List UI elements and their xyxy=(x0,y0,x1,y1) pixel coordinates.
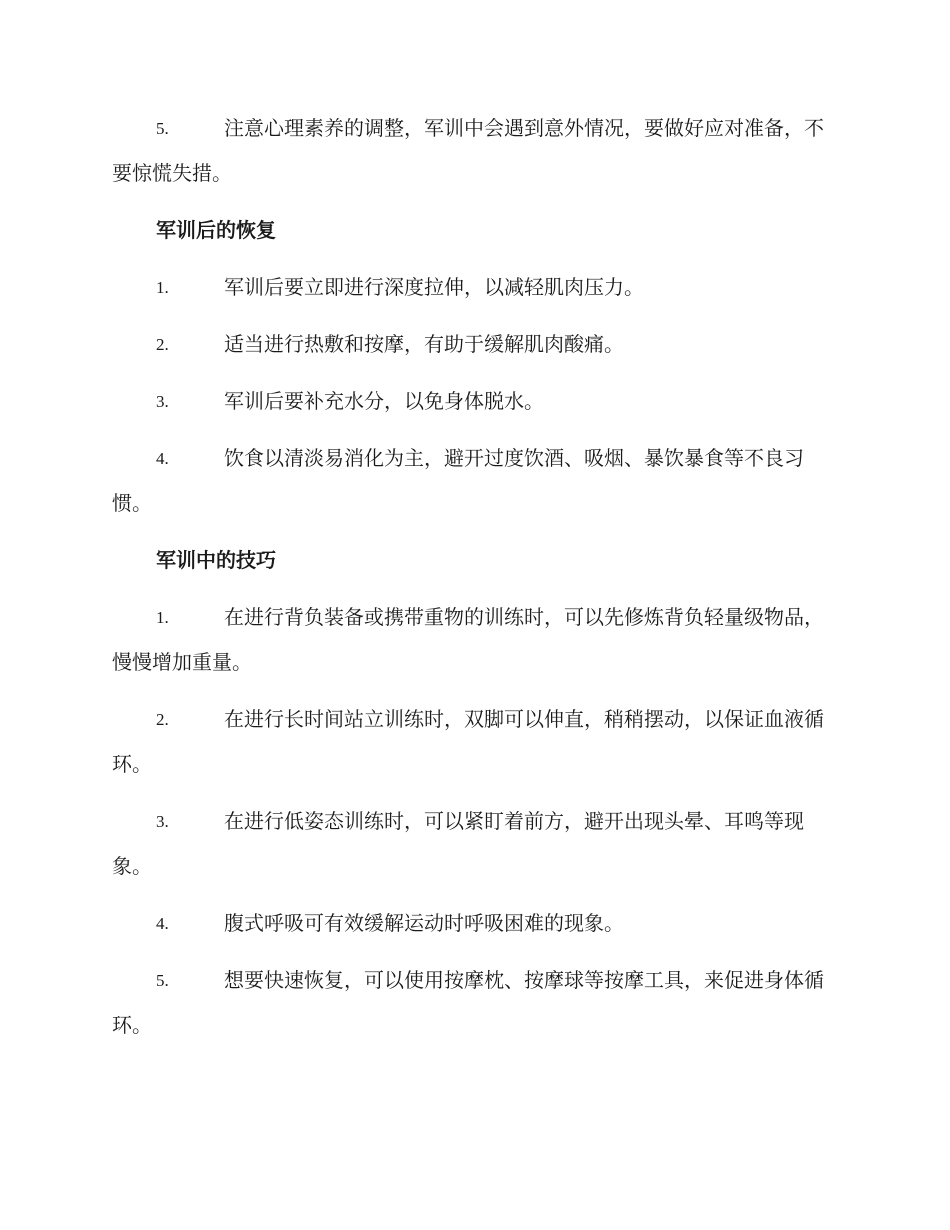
list-item-text: 想要快速恢复，可以使用按摩枕、按摩球等按摩工具，来促进身体循环。 xyxy=(112,968,824,1037)
list-item-text: 在进行低姿态训练时，可以紧盯着前方，避开出现头晕、耳鸣等现象。 xyxy=(112,809,804,878)
list-item xyxy=(112,106,836,196)
list-item xyxy=(112,322,836,367)
list-item-text: 在进行长时间站立训练时，双脚可以伸直，稍稍摆动，以保证血液循环。 xyxy=(112,707,824,776)
list-item xyxy=(112,379,836,424)
list-item-text: 在进行背负装备或携带重物的训练时，可以先修炼背负轻量级物品，慢慢增加重量。 xyxy=(112,605,824,674)
list-item-number: 5. xyxy=(156,119,169,138)
section-heading-recovery: 军训后的恢复 xyxy=(156,218,276,242)
list-item xyxy=(112,958,836,1048)
list-item-text: 适当进行热敷和按摩，有助于缓解肌肉酸痛。 xyxy=(224,332,624,356)
list-item-text: 饮食以清淡易消化为主，避开过度饮酒、吸烟、暴饮暴食等不良习惯。 xyxy=(112,446,804,515)
list-item-number: 1. xyxy=(156,278,169,297)
list-item-number: 4. xyxy=(156,914,169,933)
document-content xyxy=(112,106,836,1060)
list-item-number: 2. xyxy=(156,710,169,729)
list-item-text: 腹式呼吸可有效缓解运动时呼吸困难的现象。 xyxy=(224,911,624,935)
list-item xyxy=(112,595,836,685)
list-item-number: 1. xyxy=(156,608,169,627)
list-item-number: 5. xyxy=(156,971,169,990)
list-item-text: 军训后要补充水分，以免身体脱水。 xyxy=(224,389,544,413)
list-item-number: 3. xyxy=(156,812,169,831)
list-item-number: 2. xyxy=(156,335,169,354)
list-item-number: 3. xyxy=(156,392,169,411)
list-item-text: 注意心理素养的调整，军训中会遇到意外情况，要做好应对准备，不要惊慌失措。 xyxy=(112,116,824,185)
list-item xyxy=(112,799,836,889)
list-item-number: 4. xyxy=(156,449,169,468)
list-item xyxy=(112,697,836,787)
list-item-text: 军训后要立即进行深度拉伸，以减轻肌肉压力。 xyxy=(224,275,644,299)
list-item xyxy=(112,901,836,946)
list-item xyxy=(112,265,836,310)
section-heading-techniques: 军训中的技巧 xyxy=(156,548,276,572)
list-item xyxy=(112,436,836,526)
